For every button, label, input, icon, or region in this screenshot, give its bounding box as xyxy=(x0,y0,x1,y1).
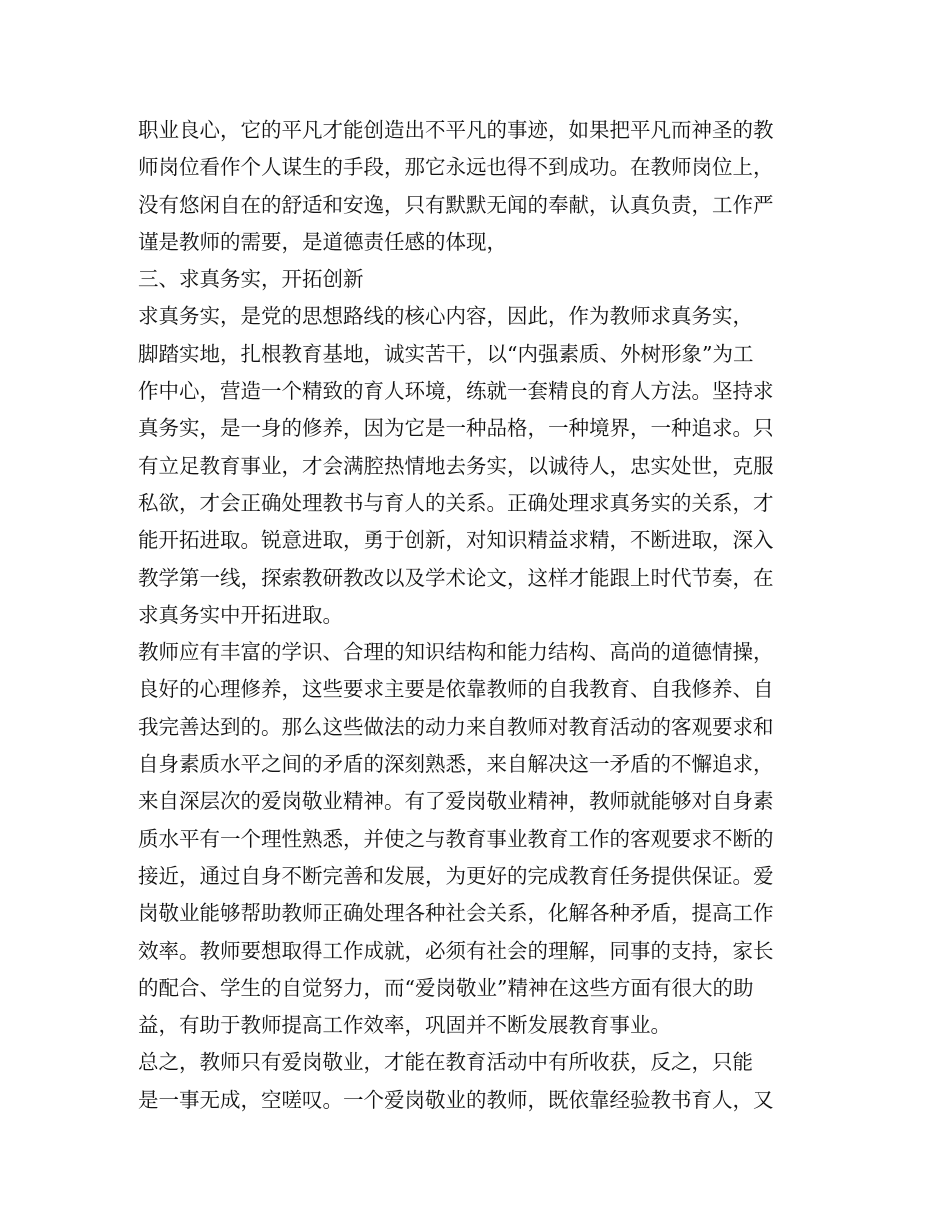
text-line: 质水平有一个理性熟悉，并使之与教育事业教育工作的客观要求不断的 xyxy=(138,826,774,851)
body-text xyxy=(138,112,828,1119)
text-line: 作中心，营造一个精致的育人环境，练就一套精良的育人方法。坚持求 xyxy=(138,379,774,404)
text-line: 没有悠闲自在的舒适和安逸，只有默默无闻的奉献，认真负责，工作严 xyxy=(138,192,774,217)
section-heading: 三、求真务实，开拓创新 xyxy=(138,267,364,292)
text-line: 我完善达到的。那么这些做法的动力来自教师对教育活动的客观要求和 xyxy=(138,714,774,739)
text-line: 益，有助于教师提高工作效率，巩固并不断发展教育事业。 xyxy=(138,1013,671,1038)
text-line: 教学第一线，探索教研教改以及学术论文，这样才能跟上时代节奏，在 xyxy=(138,565,774,590)
text-line: 私欲，才会正确处理教书与育人的关系。正确处理求真务实的关系，才 xyxy=(138,490,774,515)
text-line: 教师应有丰富的学识、合理的知识结构和能力结构、高尚的道德情操， xyxy=(138,640,774,665)
text-line: 有立足教育事业，才会满腔热情地去务实，以诚待人，忠实处世，克服 xyxy=(138,453,774,478)
text-line: 是一事无成，空嗟叹。一个爱岗敬业的教师，既依靠经验教书育人，又 xyxy=(138,1087,774,1112)
text-line: 总之，教师只有爱岗敬业，才能在教育活动中有所收获，反之，只能 xyxy=(138,1050,753,1075)
text-line: 求真务实中开拓进取。 xyxy=(138,602,343,627)
text-line: 谨是教师的需要，是道德责任感的体现， xyxy=(138,229,507,254)
text-line: 能开拓进取。锐意进取，勇于创新，对知识精益求精，不断进取，深入 xyxy=(138,528,774,553)
text-line: 良好的心理修养，这些要求主要是依靠教师的自我教育、自我修养、自 xyxy=(138,677,774,702)
text-line: 接近，通过自身不断完善和发展，为更好的完成教育任务提供保证。爱 xyxy=(138,863,774,888)
text-line: 来自深层次的爱岗敬业精神。有了爱岗敬业精神，教师就能够对自身素 xyxy=(138,789,774,814)
text-line: 真务实，是一身的修养，因为它是一种品格，一种境界，一种追求。只 xyxy=(138,416,774,441)
text-line: 师岗位看作个人谋生的手段，那它永远也得不到成功。在教师岗位上， xyxy=(138,155,774,180)
text-line: 脚踏实地，扎根教育基地，诚实苦干，以“内强素质、外树形象”为工 xyxy=(138,341,754,366)
text-line: 的配合、学生的自觉努力，而“爱岗敬业”精神在这些方面有很大的助 xyxy=(138,975,754,1000)
text-line: 职业良心，它的平凡才能创造出不平凡的事迹，如果把平凡而神圣的教 xyxy=(138,118,774,142)
text-line: 效率。教师要想取得工作成就，必须有社会的理解，同事的支持，家长 xyxy=(138,938,774,963)
text-line: 自身素质水平之间的矛盾的深刻熟悉，来自解决这一矛盾的不懈追求， xyxy=(138,752,774,777)
text-line: 求真务实，是党的思想路线的核心内容，因此，作为教师求真务实， xyxy=(138,304,753,329)
text-line: 岗敬业能够帮助教师正确处理各种社会关系，化解各种矛盾，提高工作 xyxy=(138,901,774,926)
